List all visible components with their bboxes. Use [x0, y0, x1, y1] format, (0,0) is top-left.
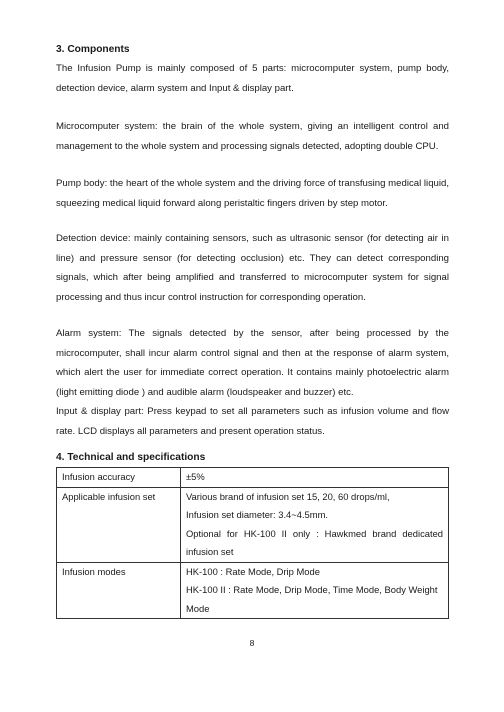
alarm-system-paragraph: Alarm system: The signals detected by the sensor, after being processed by the microcomputer, shall incur alarm control signal and then at the response of alarm system, which alert the user for immediate correct operation. It contains mainly photoelectric alarm (light emitting diode ) and audible alarm (loudspeaker and buzzer) etc.	[56, 328, 449, 398]
components-intro-paragraph: The Infusion Pump is mainly composed of 5 parts: microcomputer system, pump body, detection device, alarm system and Input & display part.	[56, 63, 449, 94]
spec-label: Infusion modes	[57, 562, 181, 619]
specifications-table	[56, 467, 449, 619]
spec-value-line: Various brand of infusion set 15, 20, 60 drops/ml,	[186, 490, 390, 502]
spec-value-line: ±5%	[186, 471, 205, 482]
spec-label: Applicable infusion set	[57, 487, 181, 562]
spec-value-line: Mode	[186, 602, 210, 614]
table-row	[57, 562, 449, 619]
table-row	[57, 487, 449, 562]
spec-value	[181, 487, 449, 562]
section-4-heading: 4. Technical and specifications	[56, 452, 206, 463]
page-number: 8	[249, 638, 255, 648]
input-display-paragraph: Input & display part: Press keypad to set all parameters such as infusion volume and flow rate. LCD displays all parameters and present operation status.	[56, 406, 449, 437]
section-3-heading: 3. Components	[56, 44, 130, 55]
spec-value-line: infusion set	[186, 546, 234, 557]
spec-value-line: HK-100 : Rate Mode, Drip Mode	[186, 565, 320, 577]
table-row	[57, 468, 449, 488]
microcomputer-system-paragraph: Microcomputer system: the brain of the whole system, giving an intelligent control and management to the whole system and processing signals detected, adopting double CPU.	[56, 121, 449, 152]
spec-value-line: Optional for HK-100 II only : Hawkmed brand dedicated	[186, 527, 443, 539]
spec-value	[181, 468, 449, 488]
spec-value	[181, 562, 449, 619]
detection-device-paragraph: Detection device: mainly containing sensors, such as ultrasonic sensor (for detecting air in line) and pressure sensor (for detecting occlusion) etc. They can detect corresponding signals, which after being amplified and transferred to microcomputer system for signal processing and thus incur control instruction for corresponding operation.	[56, 233, 449, 303]
spec-value-line: HK-100 II : Rate Mode, Drip Mode, Time Mode, Body Weight	[186, 584, 438, 595]
spec-value-line: Infusion set diameter: 3.4~4.5mm.	[186, 509, 328, 520]
spec-label: Infusion accuracy	[57, 468, 181, 488]
pump-body-paragraph: Pump body: the heart of the whole system and the driving force of transfusing medical liquid, squeezing medical liquid forward along peristaltic fingers driven by step motor.	[56, 178, 449, 209]
